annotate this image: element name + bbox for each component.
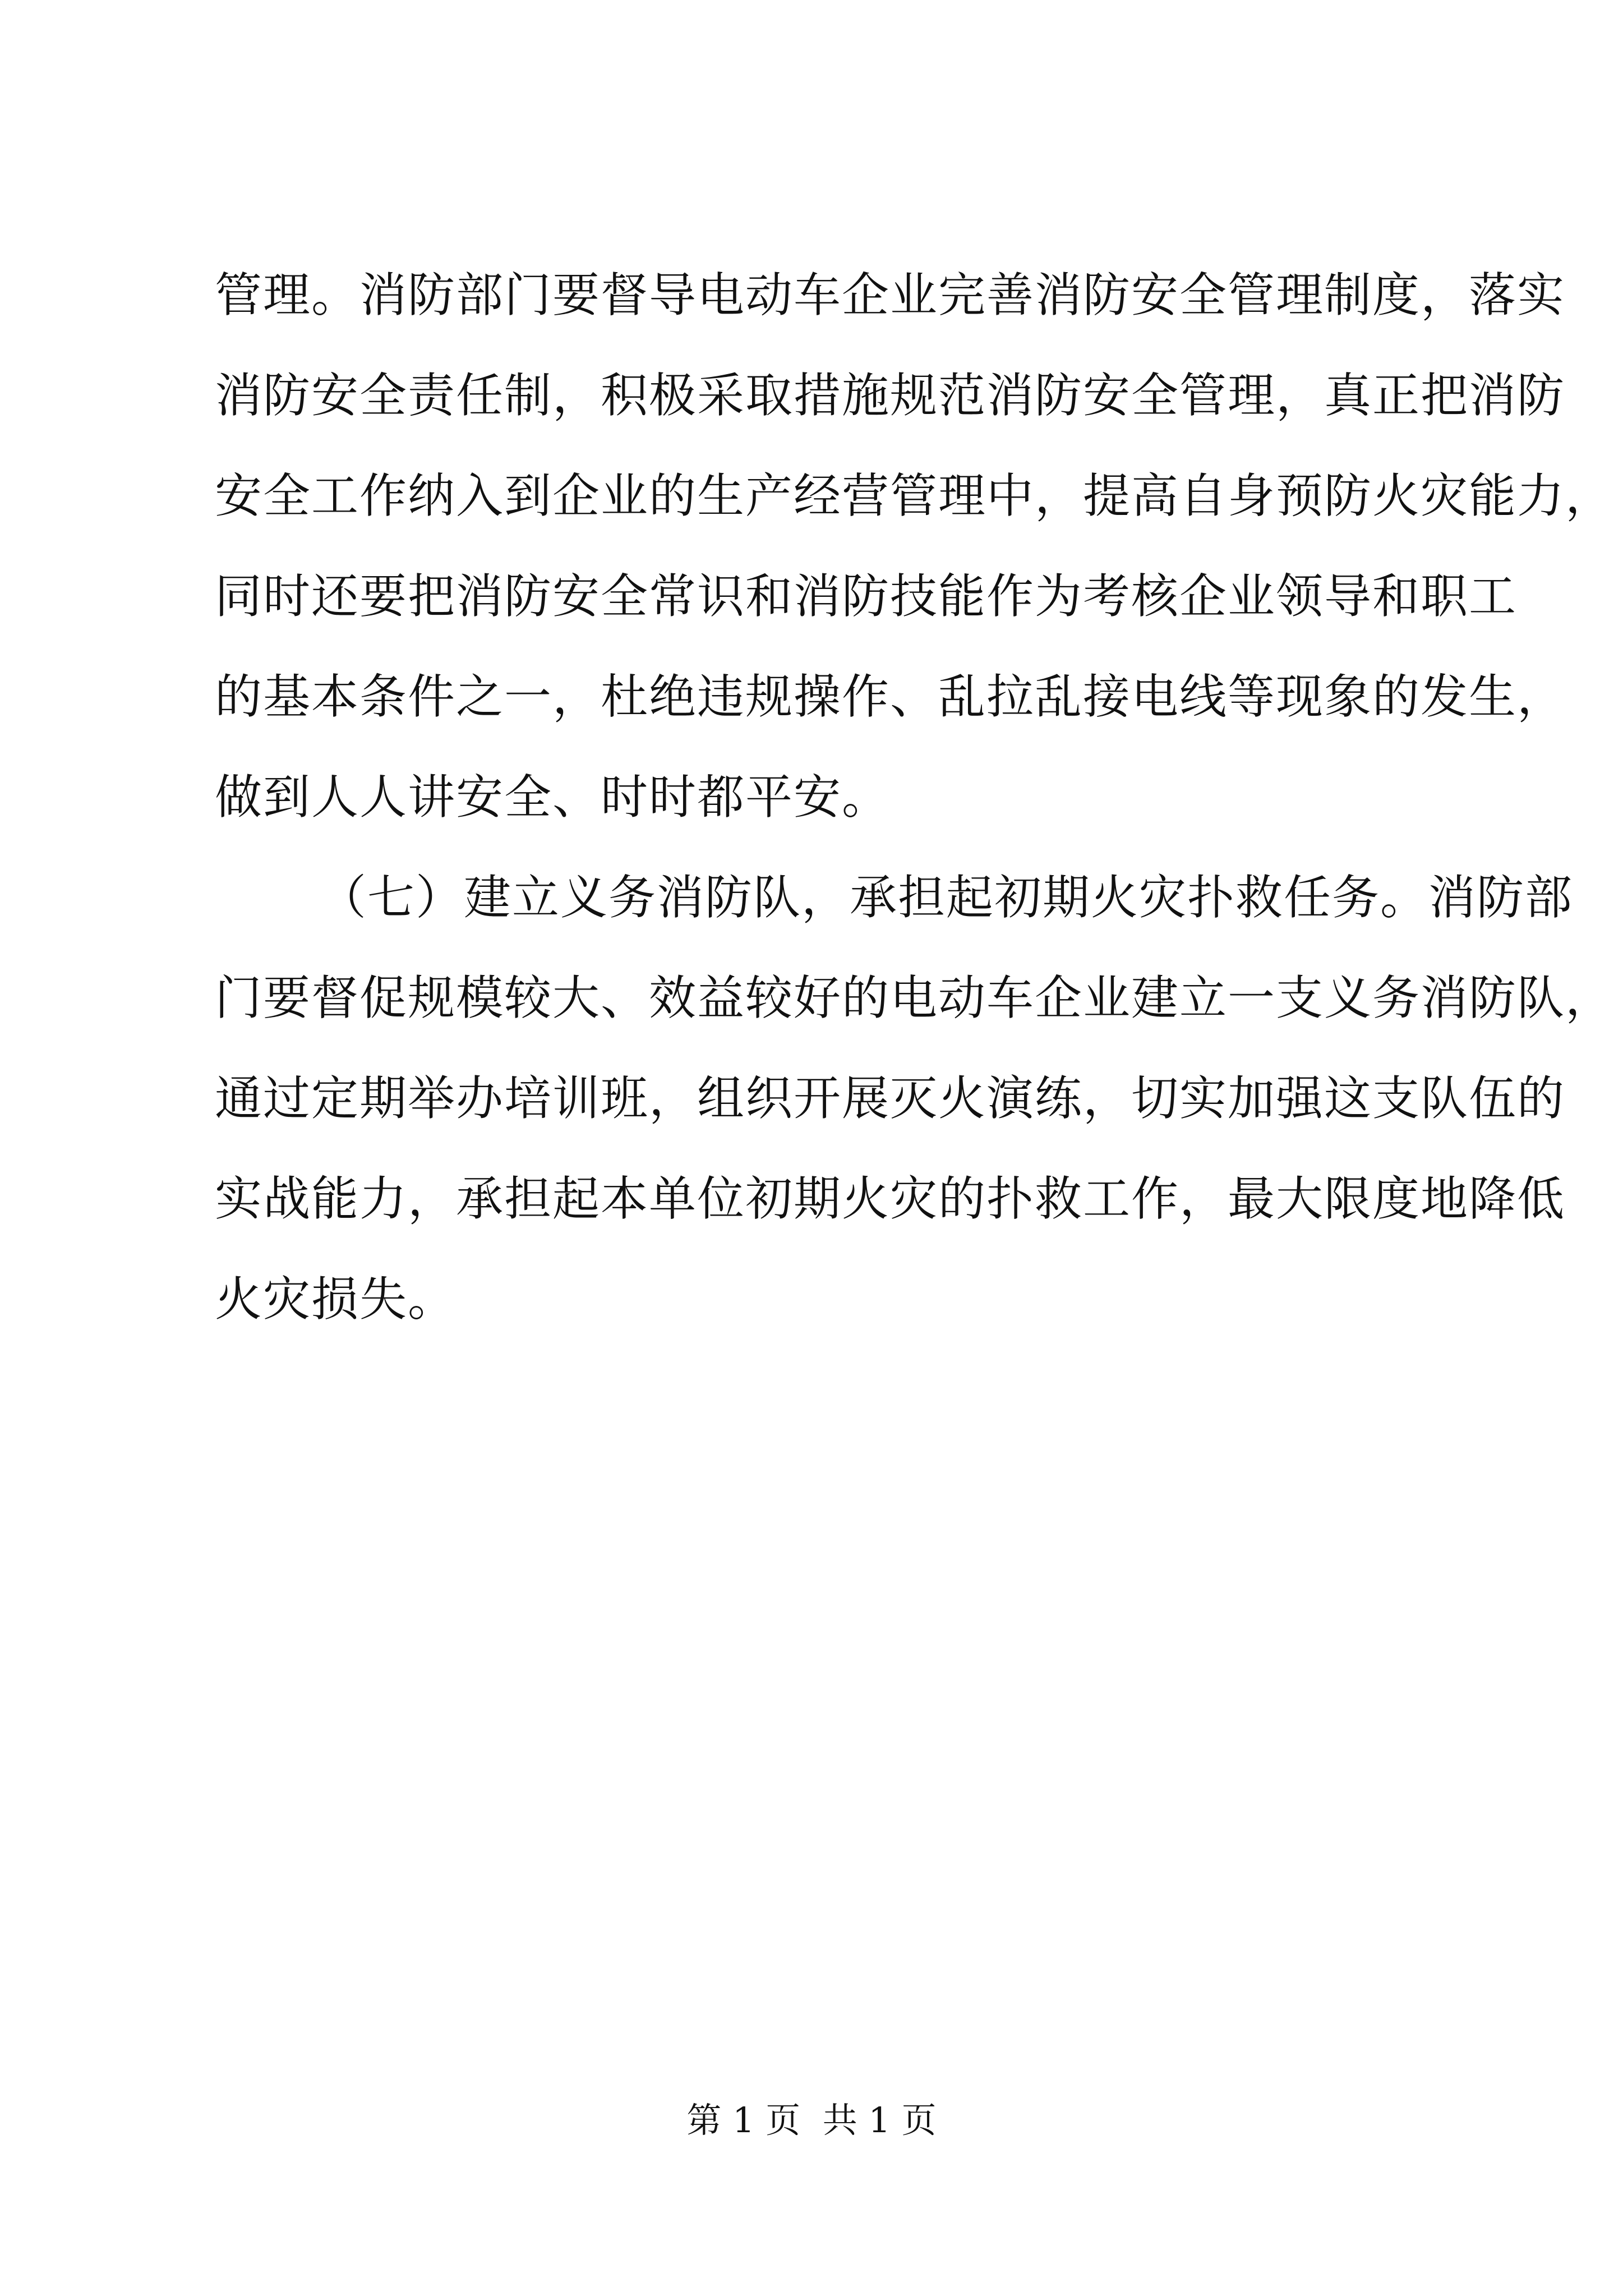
text-line: （七）建立义务消防队，承担起初期火灾扑救任务。消防部 — [319, 870, 1574, 925]
paragraph-1 — [215, 264, 1614, 829]
text-line: 通过定期举办培训班，组织开展灭火演练，切实加强这支队伍的 — [215, 1071, 1566, 1126]
paragraph-2 — [215, 866, 1614, 1331]
text-line: 管理。消防部门要督导电动车企业完善消防安全管理制度，落实 — [215, 268, 1566, 323]
document-body — [215, 264, 1614, 1368]
page-number-footer: 第 1 页 共 1 页 — [686, 2100, 937, 2141]
text-line: 同时还要把消防安全常识和消防技能作为考核企业领导和职工 — [215, 569, 1518, 624]
text-line: 实战能力，承担起本单位初期火灾的扑救工作，最大限度地降低 — [215, 1171, 1566, 1226]
text-line: 火灾损失。 — [215, 1272, 457, 1327]
text-line: 门要督促规模较大、效益较好的电动车企业建立一支义务消防队， — [215, 970, 1614, 1025]
text-line: 安全工作纳入到企业的生产经营管理中，提高自身预防火灾能力， — [215, 468, 1614, 523]
text-line: 消防安全责任制，积极采取措施规范消防安全管理，真正把消防 — [215, 368, 1566, 423]
text-line: 的基本条件之一，杜绝违规操作、乱拉乱接电线等现象的发生， — [215, 669, 1566, 724]
text-line: 做到人人讲安全、时时都平安。 — [215, 770, 891, 825]
